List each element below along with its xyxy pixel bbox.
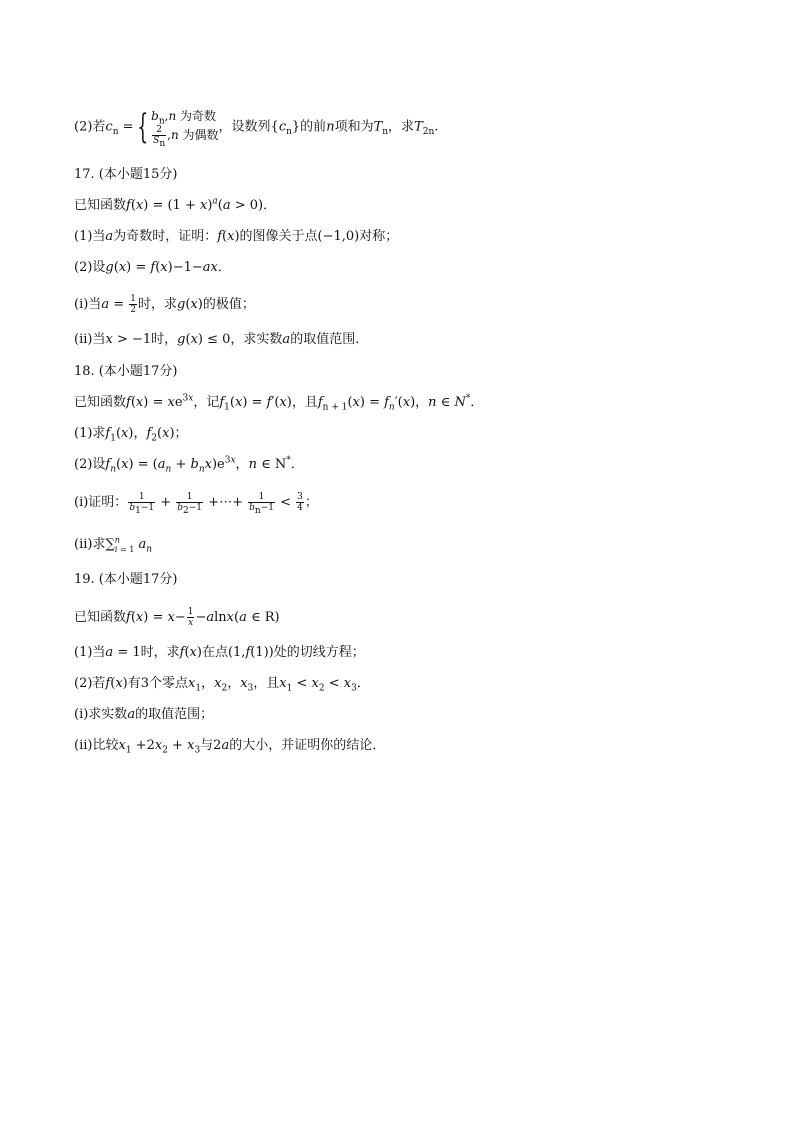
text: ，记 [193,395,220,410]
p17-given: 已知函数$f(x) = (1 + x)^a(a > 0)$． [74,196,277,213]
text: (2)若 [74,119,106,135]
p18-q2: (2)设$f_n(x) = (a_n + b_nx)e^{3x}$，n ∈ N*． [74,455,304,475]
text: 的图像关于点(−1,0)对称； [239,229,399,244]
p18-q2i: (i)证明： $\frac{1}{b_1-1}$ + $\frac{1}{b_2-1}$ +⋯+ $\frac{1}{b_n-1}$ < $\frac{3}{4}$ ； [74,492,318,516]
p19-q2i: (i)求实数a的取值范围； [74,707,214,722]
p18-header: 18. (本小题17分) [74,364,178,379]
text: ，求 [388,119,415,135]
text: (i)当 [74,297,102,312]
text: (i)求实数 [74,707,128,722]
text: (ii)求 [74,537,106,552]
text: 为奇数时，证明： [113,229,218,244]
text: 的极值； [202,297,255,312]
text: (ii)当 [74,332,106,347]
p17-q2ii: (ii)当x > −1时，g(x) ≤ 0，求实数a的取值范围． [74,332,369,347]
text: 在点(1, [201,645,246,660]
text: 项和为 [334,119,374,135]
p17-q1: (1)当a为奇数时，证明：f(x)的图像关于点(−1,0)对称； [74,229,399,244]
text: (1)求 [74,426,106,441]
piecewise-cases: $b_n,n$ 为奇数 $\frac{2}{S_n}$ ,n 为偶数 [151,109,219,149]
text: ，求实数 [230,332,283,347]
text: ，且 [253,676,280,691]
text: (2)设 [74,260,106,275]
text: 已知函数 [74,610,127,625]
p18-given: 已知函数$f(x) = xe^{3x}$，记$f_1(x) = f'(x)$，且$f_{n + 1}(x) = f_n'(x)$，n ∈ N*． [74,393,484,413]
p16-part2: (2)若$c_n$ = { $b_n,n$ 为奇数 $\frac{2}{S_n}$ ,n 为偶数 ，设数列$\{c_n\}$的前n项和为$T_n$，求$T_{2n}$. [74,107,439,149]
p18-q1: (1)求$f_1(x)$，$f_2(x)$； [74,426,188,444]
text: 时， [151,332,178,347]
text: )处的切线方程； [268,645,365,660]
text: 时，求 [140,645,180,660]
case-1-text: 为奇数 [180,109,217,123]
text: ，设数列{ [218,119,279,135]
text: 的取值范围． [290,332,369,347]
text: 的大小，并证明你的结论． [229,738,386,753]
text: 有3个零点 [127,676,189,691]
p19-given: 已知函数f(x) = x− $\frac{1}{x}$ −alnx(a ∈ R) [74,607,280,628]
p19-q2ii: (ii)比较$x_1 +2x_2 + x_3$与2a的大小，并证明你的结论． [74,738,386,756]
p17-q2i: (i)当a = $\frac{1}{2}$ 时，求g(x)的极值； [74,294,255,315]
p17-header: 17. (本小题15分) [74,167,178,182]
text: (ii)比较 [74,738,119,753]
text: ，且 [291,395,318,410]
p19-q2: (2)若f(x)有3个零点$x_1$，$x_2$，$x_3$，且$x_1 < x_2 < x_3$． [74,676,370,694]
text: (2)设 [74,457,106,472]
text: 已知函数 [74,395,127,410]
text: (1)当 [74,645,106,660]
text: (i)证明： [74,495,128,510]
p19-q1: (1)当a = 1时，求f(x)在点(1,f(1))处的切线方程； [74,645,365,660]
text: (2)若 [74,676,106,691]
p17-q2: (2)设g(x) = f(x)−1−ax． [74,260,231,275]
text: (1)当 [74,229,106,244]
case-2-text: 为偶数 [182,128,219,142]
brace-symbol: { [136,107,148,147]
text: 的取值范围； [135,707,214,722]
text: 与2 [200,738,222,753]
text: 已知函数 [74,198,127,213]
text: 时，求 [137,297,177,312]
p18-q2ii: (ii)求∑$^n_{i = 1}$ $a_n$ [74,535,153,555]
text: }的前 [291,119,327,135]
p19-header: 19. (本小题17分) [74,572,178,587]
